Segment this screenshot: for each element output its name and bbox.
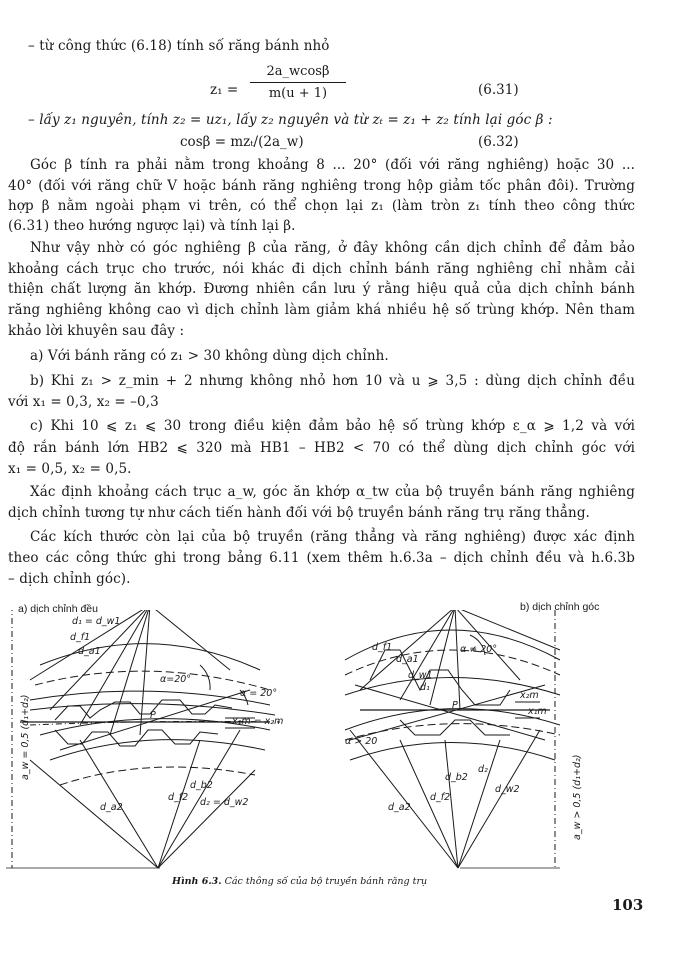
label-b-db2: d_b2: [445, 772, 468, 783]
text-line: 40° (đối với răng chữ V hoặc bánh răng nghiêng trong hộp giảm tốc phân đôi). Trường: [8, 178, 635, 194]
label-a-df2: d_f2: [168, 792, 189, 803]
label-b-alpha: α ≠ 20°: [460, 644, 498, 655]
figure-a-label: a) dịch chỉnh đều: [18, 603, 98, 615]
equation-6-32: cosβ = mzₜ/(2a_w): [180, 134, 304, 150]
label-a-d2-dw2: d₂ = d_w2: [200, 797, 249, 808]
gear-figure: [0, 610, 700, 880]
text-line: – từ công thức (6.18) tính số răng bánh nhỏ: [28, 38, 330, 54]
label-a-df1: d_f1: [70, 632, 91, 643]
list-item-a: a) Với bánh răng có z₁ > 30 không dùng dịch chỉnh.: [30, 348, 389, 364]
figure-caption: [172, 876, 427, 887]
label-b-x2m: x₂m: [520, 690, 539, 701]
label-a-alpha: α=20°: [160, 674, 192, 685]
label-a-da2: d_a2: [100, 802, 123, 813]
label-a-da1: d_a1: [78, 646, 101, 657]
text-line: răng nghiêng không cao vì dịch chỉnh làm giảm khá nhiều hệ số trùng khớp. Nên tham: [8, 302, 635, 318]
label-b-df2: d_f2: [430, 792, 451, 803]
text-line: theo các công thức ghi trong bảng 6.11 (xem thêm h.6.3a – dịch chỉnh đều và h.6.3b: [8, 550, 635, 566]
equation-6-31-numerator: 2a_wcosβ: [266, 64, 330, 79]
list-item-b: b) Khi z₁ > z_min + 2 nhưng không nhỏ hơn 10 và u ⩾ 3,5 : dùng dịch chỉnh đều: [30, 373, 635, 389]
text-line: Như vậy nhờ có góc nghiêng β của răng, ở đây không cần dịch chỉnh để đảm bảo: [30, 240, 635, 256]
label-a-db2: d_b2: [190, 780, 213, 791]
text-line: khảo lời khuyên sau đây :: [8, 323, 185, 339]
label-b-d1: d₁: [420, 682, 430, 693]
equation-6-32-number: (6.32): [478, 134, 519, 150]
list-item-c-cont: x₁ = 0,5, x₂ = 0,5.: [8, 461, 132, 477]
list-item-b-cont: với x₁ = 0,3, x₂ = –0,3: [8, 394, 159, 410]
label-b-dw1: d_w1: [408, 670, 433, 681]
equation-6-31-lhs: z₁ =: [210, 82, 239, 98]
figure-b-label: b) dịch chỉnh góc: [520, 601, 600, 613]
fraction-bar: [250, 82, 346, 83]
figure-caption-text: Các thông số của bộ truyền bánh răng trụ: [224, 876, 428, 887]
text-line: hợp β nằm ngoài phạm vi trên, có thể chọn lại z₁ (làm tròn z₁ tính theo công thức: [8, 198, 635, 214]
label-a-aw: a_w = 0,5 (d₁+d₂): [20, 694, 31, 780]
text-line: Xác định khoảng cách trục a_w, góc ăn khớp α_tw của bộ truyền bánh răng nghiêng: [30, 484, 635, 500]
label-b-P: P: [452, 700, 458, 711]
label-b-alpha-left: α > 20: [345, 736, 378, 747]
text-line: – lấy z₁ nguyên, tính z₂ = uz₁, lấy z₂ nguyên và từ zₜ = z₁ + z₂ tính lại góc β :: [28, 112, 553, 128]
label-b-df1: d_f1: [372, 642, 393, 653]
list-item-c-cont: độ rắn bánh lớn HB2 ⩽ 320 mà HB1 – HB2 < 70 có thể dùng dịch chỉnh góc với: [8, 440, 635, 456]
label-b-x1m: x₁m: [528, 706, 547, 717]
text-line: (6.31) theo hướng ngược lại) và tính lại β.: [8, 218, 296, 234]
text-line: khoảng cách trục cho trước, nói khác đi dịch chỉnh bánh răng nghiêng chỉ nhằm cải: [8, 261, 635, 277]
label-b-da2: d_a2: [388, 802, 411, 813]
page-number: 103: [612, 896, 644, 914]
text-line: thiện chất lượng ăn khớp. Đương nhiên cần lưu ý rằng hiệu quả của dịch chỉnh bánh: [8, 281, 635, 297]
label-b-d2: d₂: [478, 764, 488, 775]
equation-6-31-number: (6.31): [478, 82, 519, 98]
label-a-d1-dw1: d₁ = d_w1: [72, 616, 121, 627]
text-line: Góc β tính ra phải nằm trong khoảng 8 ... 20° (đối với răng nghiêng) hoặc 30 ...: [30, 157, 635, 173]
label-a-P: P: [150, 710, 156, 721]
label-b-da1: d_a1: [396, 654, 419, 665]
label-a-alpha-right: α = 20°: [240, 688, 278, 699]
text-line: Các kích thước còn lại của bộ truyền (răng thẳng và răng nghiêng) được xác định: [30, 529, 635, 545]
text-line: dịch chỉnh tương tự như cách tiến hành đối với bộ truyền bánh răng trụ răng thẳng.: [8, 505, 590, 521]
list-item-c: c) Khi 10 ⩽ z₁ ⩽ 30 trong điều kiện đảm bảo hệ số trùng khớp ε_α ⩾ 1,2 và với: [30, 418, 635, 434]
equation-6-31-denominator: m(u + 1): [268, 86, 328, 101]
label-a-xm: x₁m = x₂m: [232, 716, 284, 727]
label-b-aw: a_w > 0,5 (d₁+d₂): [572, 754, 583, 840]
label-b-dw2: d_w2: [495, 784, 520, 795]
text-line: – dịch chỉnh góc).: [8, 571, 131, 587]
figure-caption-prefix: Hình 6.3.: [172, 876, 222, 887]
